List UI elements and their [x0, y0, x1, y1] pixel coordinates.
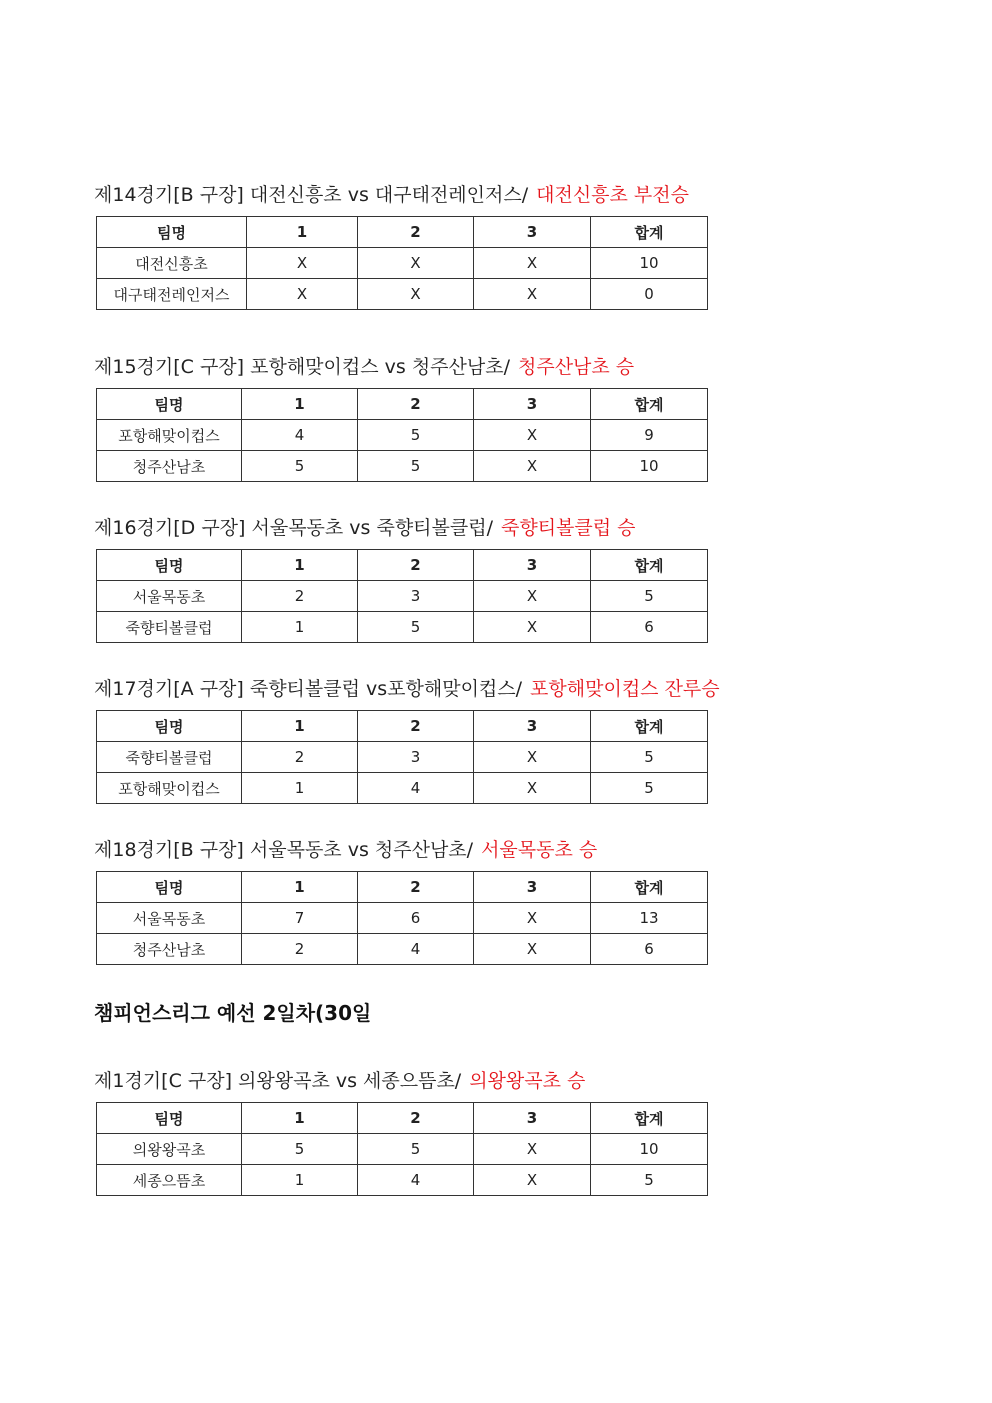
inning-1-score: 1 [242, 612, 358, 643]
inning-3-score: X [474, 934, 591, 965]
inning-1-score: 5 [242, 451, 358, 482]
match-18-title [94, 835, 597, 862]
inning-2-score: 4 [358, 773, 474, 804]
table-row [97, 742, 708, 773]
header-total: 합계 [591, 711, 708, 742]
header-total: 합계 [591, 1103, 708, 1134]
inning-3-score: X [474, 451, 591, 482]
table-row [97, 420, 708, 451]
total-score: 0 [591, 279, 708, 310]
table-row [97, 773, 708, 804]
match-15-score-table [96, 388, 708, 482]
match-18-score-table [96, 871, 708, 965]
inning-1-score: 7 [242, 903, 358, 934]
table-row [97, 903, 708, 934]
team-name: 포항해맞이컵스 [97, 773, 242, 804]
inning-2-score: 5 [358, 420, 474, 451]
header-team: 팀명 [97, 550, 242, 581]
header-inning-2: 2 [358, 872, 474, 903]
section-match-1-score-table [96, 1102, 708, 1196]
table-header-row [97, 389, 708, 420]
header-inning-3: 3 [474, 389, 591, 420]
total-score: 6 [591, 612, 708, 643]
total-score: 5 [591, 1165, 708, 1196]
match-result: 포항해맞이컵스 잔루승 [530, 678, 720, 700]
table-row [97, 1165, 708, 1196]
header-inning-1: 1 [242, 872, 358, 903]
match-title-text: 제1경기[C 구장] 의왕왕곡초 vs 세종으뜸초/ [94, 1070, 462, 1092]
table-row [97, 1134, 708, 1165]
team-name: 서울목동초 [97, 903, 242, 934]
inning-3-score: X [474, 248, 591, 279]
table-header-row [97, 550, 708, 581]
match-16-title [94, 513, 636, 540]
team-name: 포항해맞이컵스 [97, 420, 242, 451]
inning-2-score: 4 [358, 934, 474, 965]
table-row [97, 612, 708, 643]
header-team: 팀명 [97, 389, 242, 420]
inning-3-score: X [474, 581, 591, 612]
inning-2-score: X [358, 248, 474, 279]
inning-3-score: X [474, 279, 591, 310]
match-title-text: 제14경기[B 구장] 대전신흥초 vs 대구태전레인저스/ [94, 184, 529, 206]
inning-3-score: X [474, 420, 591, 451]
section-match-1-title [94, 1066, 585, 1093]
inning-1-score: 1 [242, 1165, 358, 1196]
match-14-title [94, 180, 689, 207]
header-team: 팀명 [97, 872, 242, 903]
inning-3-score: X [474, 1165, 591, 1196]
team-name: 대구태전레인저스 [97, 279, 247, 310]
match-17-title [94, 674, 720, 701]
header-inning-1: 1 [242, 711, 358, 742]
match-result: 서울목동초 승 [481, 839, 598, 861]
inning-2-score: 6 [358, 903, 474, 934]
table-row [97, 934, 708, 965]
team-name: 세종으뜸초 [97, 1165, 242, 1196]
header-inning-1: 1 [242, 389, 358, 420]
header-inning-2: 2 [358, 1103, 474, 1134]
match-17-score-table [96, 710, 708, 804]
table-header-row [97, 711, 708, 742]
inning-2-score: 5 [358, 451, 474, 482]
team-name: 죽향티볼클럽 [97, 612, 242, 643]
team-name: 서울목동초 [97, 581, 242, 612]
total-score: 13 [591, 903, 708, 934]
team-name: 청주산남초 [97, 451, 242, 482]
header-team: 팀명 [97, 1103, 242, 1134]
inning-3-score: X [474, 612, 591, 643]
match-title-text: 제18경기[B 구장] 서울목동초 vs 청주산남초/ [94, 839, 474, 861]
header-total: 합계 [591, 550, 708, 581]
inning-3-score: X [474, 903, 591, 934]
inning-1-score: X [247, 248, 358, 279]
inning-1-score: X [247, 279, 358, 310]
total-score: 10 [591, 248, 708, 279]
header-inning-2: 2 [358, 217, 474, 248]
inning-2-score: 3 [358, 742, 474, 773]
table-header-row [97, 217, 708, 248]
inning-1-score: 1 [242, 773, 358, 804]
table-row [97, 279, 708, 310]
total-score: 5 [591, 773, 708, 804]
header-inning-1: 1 [242, 1103, 358, 1134]
match-title-text: 제17경기[A 구장] 죽향티볼클럽 vs포항해맞이컵스/ [94, 678, 523, 700]
table-header-row [97, 872, 708, 903]
inning-3-score: X [474, 773, 591, 804]
total-score: 6 [591, 934, 708, 965]
total-score: 9 [591, 420, 708, 451]
header-inning-3: 3 [474, 1103, 591, 1134]
team-name: 대전신흥초 [97, 248, 247, 279]
header-inning-2: 2 [358, 389, 474, 420]
total-score: 5 [591, 742, 708, 773]
header-inning-1: 1 [242, 550, 358, 581]
header-team: 팀명 [97, 711, 242, 742]
team-name: 죽향티볼클럽 [97, 742, 242, 773]
match-16-score-table [96, 549, 708, 643]
header-inning-3: 3 [474, 711, 591, 742]
inning-1-score: 2 [242, 581, 358, 612]
header-inning-3: 3 [474, 550, 591, 581]
header-inning-1: 1 [247, 217, 358, 248]
header-total: 합계 [591, 872, 708, 903]
header-inning-3: 3 [474, 872, 591, 903]
inning-2-score: X [358, 279, 474, 310]
header-inning-3: 3 [474, 217, 591, 248]
inning-1-score: 5 [242, 1134, 358, 1165]
inning-2-score: 5 [358, 1134, 474, 1165]
inning-2-score: 3 [358, 581, 474, 612]
table-header-row [97, 1103, 708, 1134]
match-14-score-table [96, 216, 708, 310]
section-heading: 챔피언스리그 예선 2일차(30일 [94, 1001, 372, 1025]
table-row [97, 451, 708, 482]
table-row [97, 581, 708, 612]
header-team: 팀명 [97, 217, 247, 248]
header-total: 합계 [591, 389, 708, 420]
match-result: 의왕왕곡초 승 [469, 1070, 586, 1092]
match-result: 대전신흥초 부전승 [536, 184, 689, 206]
match-title-text: 제16경기[D 구장] 서울목동초 vs 죽향티볼클럽/ [94, 517, 493, 539]
header-inning-2: 2 [358, 711, 474, 742]
inning-1-score: 2 [242, 742, 358, 773]
inning-3-score: X [474, 1134, 591, 1165]
team-name: 의왕왕곡초 [97, 1134, 242, 1165]
match-result: 청주산남초 승 [518, 356, 635, 378]
total-score: 10 [591, 451, 708, 482]
total-score: 10 [591, 1134, 708, 1165]
match-15-title [94, 352, 634, 379]
total-score: 5 [591, 581, 708, 612]
inning-2-score: 5 [358, 612, 474, 643]
inning-3-score: X [474, 742, 591, 773]
match-result: 죽향티볼클럽 승 [501, 517, 636, 539]
team-name: 청주산남초 [97, 934, 242, 965]
inning-1-score: 2 [242, 934, 358, 965]
table-row [97, 248, 708, 279]
match-title-text: 제15경기[C 구장] 포항해맞이컵스 vs 청주산남초/ [94, 356, 510, 378]
header-total: 합계 [591, 217, 708, 248]
inning-2-score: 4 [358, 1165, 474, 1196]
header-inning-2: 2 [358, 550, 474, 581]
inning-1-score: 4 [242, 420, 358, 451]
